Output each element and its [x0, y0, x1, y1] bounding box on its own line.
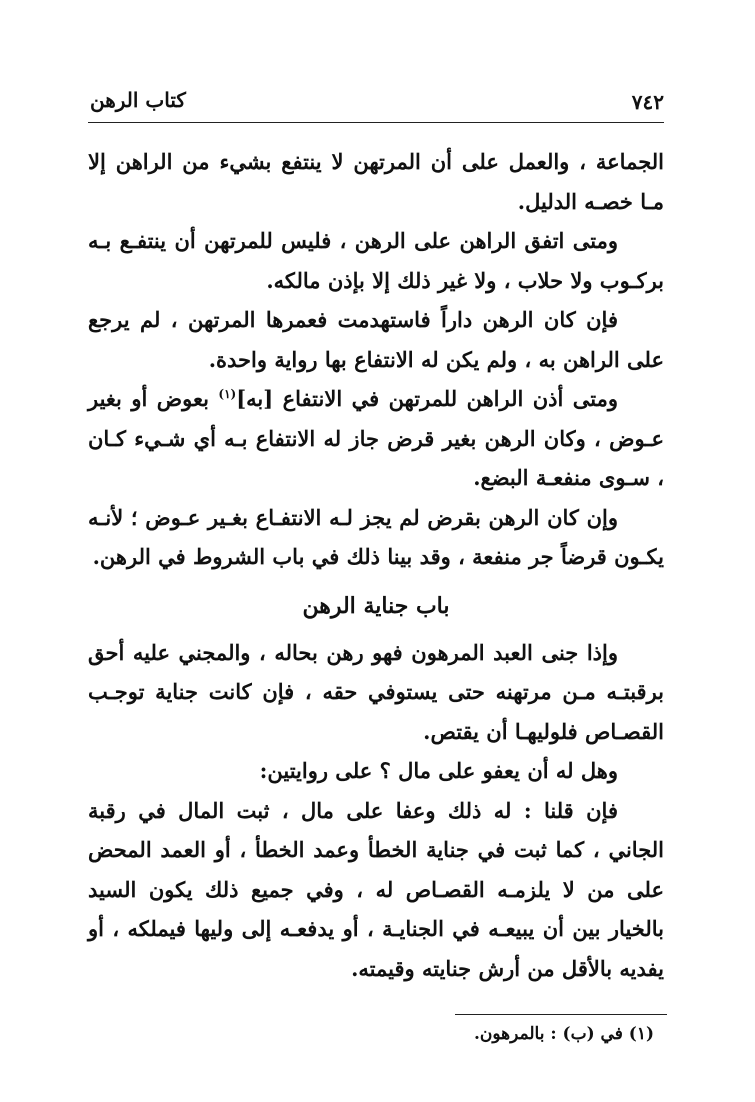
- paragraph: ومتى اتفق الراهن على الرهن ، فليس للمرتهن أن ينتفـع بـه بركـوب ولا حلاب ، ولا غير ذلك إلا بإذن مالكه.: [88, 228, 664, 293]
- paragraph: وإن كان الرهن بقرض لم يجز لـه الانتفـاع بغـير عـوض ؛ لأنـه يكـون قرضاً جر منفعة ، وقد بينا ذلك في باب الشروط في الرهن.: [88, 504, 664, 569]
- paragraph: فإن قلنا : له ذلك وعفا على مال ، ثبت المال في رقبة الجاني ، كما ثبت في جناية الخطأ وعمد الخطأ ، أو العمد المحض على من لا يلزمـه القصـاص له ، وفي جميع ذلك يكون السيد بالخيار بين أن يبيعـه في الجنايـة ، أو يدفعـه إلى وليها فيملكه ، أو يفديه بالأقل من أرش جنايته وقيمته.: [88, 797, 664, 981]
- paragraph-text-after-marker: بعوض أو بغير عـوض ، وكان الرهن بغير قرض جاز له الانتفاع بـه أي شـيء كـان ، سـوى منفعـة البضع.: [88, 386, 664, 490]
- paragraph-with-footnote: [88, 379, 664, 498]
- footnote: (١) في (ب) : بالمرهون.: [473, 1024, 654, 1044]
- paragraph: الجماعة ، والعمل على أن المرتهن لا ينتفع بشيء من الراهن إلا مـا خصـه الدليل.: [88, 149, 664, 214]
- running-header: [88, 88, 664, 118]
- paragraph: وهل له أن يعفو على مال ؟ على روايتين:: [259, 758, 618, 783]
- footnote-marker[interactable]: (١): [218, 387, 237, 401]
- page-number: ٧٤٢: [631, 90, 664, 114]
- header-divider: [88, 122, 664, 123]
- paragraph: فإن كان الرهن داراً فاستهدمت فعمرها المرتهن ، لم يرجع على الراهن به ، ولم يكن له الانتفاع بها رواية واحدة.: [88, 307, 664, 372]
- footnote-divider: [455, 1014, 667, 1015]
- section-heading: باب جناية الرهن: [302, 592, 450, 619]
- paragraph: وإذا جنى العبد المرهون فهو رهن بحاله ، والمجني عليه أحق برقبتـه مـن مرتهنه حتى يستوفي حقه ، فإن كانت جناية توجـب القصـاص فلوليهـا أن يقتص.: [88, 639, 664, 744]
- book-title: كتاب الرهن: [90, 88, 186, 112]
- paragraph-text-before-marker: ومتى أذن الراهن للمرتهن في الانتفاع [به]: [236, 386, 618, 411]
- main-text: [88, 142, 664, 988]
